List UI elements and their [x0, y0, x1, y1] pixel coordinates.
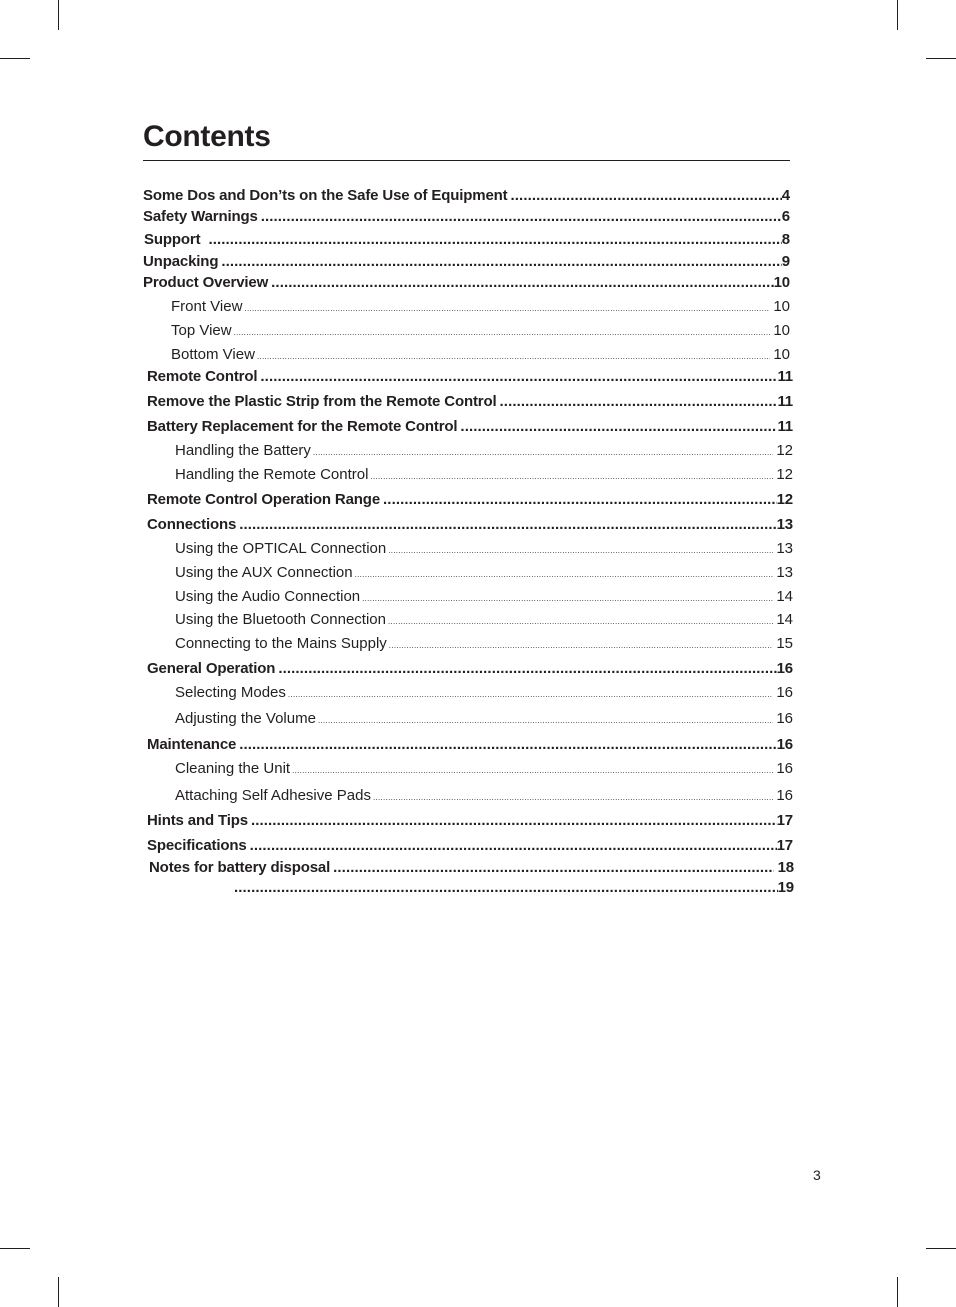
dot-leader [221, 252, 781, 272]
toc-entry-page: 12 [776, 491, 793, 508]
dot-leader [208, 230, 781, 250]
toc-entry-label: Specifications [147, 837, 247, 854]
toc-entry-label: Unpacking [143, 253, 219, 270]
toc-entry-page: 17 [776, 812, 793, 829]
toc-subentry-page: 14 [776, 611, 793, 628]
toc-entry-label: Product Overview [143, 274, 269, 291]
dot-leader [250, 836, 777, 856]
toc-entry [147, 490, 793, 510]
toc-subentry-label: Selecting Modes [175, 684, 286, 701]
toc-entry [147, 367, 793, 387]
toc-subentry-page: 16 [776, 710, 793, 727]
toc-subentry-label: Attaching Self Adhesive Pads [175, 787, 371, 804]
toc-entry-page: 4 [781, 187, 790, 204]
toc-entry-page: 13 [776, 516, 793, 533]
dot-leader [261, 207, 782, 227]
toc-entry [143, 186, 790, 206]
toc-entry-label: Maintenance [147, 736, 237, 753]
dot-leader [355, 563, 774, 585]
dot-leader [260, 367, 777, 387]
toc-entry-label: Safety Warnings [143, 208, 258, 225]
toc-entry-label: Support [144, 231, 201, 248]
toc-entry-page: 6 [781, 208, 790, 225]
toc-subentry-label: Connecting to the Mains Supply [175, 635, 387, 652]
toc-subentry [171, 345, 790, 365]
toc-subentry-page: 13 [776, 564, 793, 581]
dot-leader [389, 634, 774, 656]
toc-entry-label: General Operation [147, 660, 276, 677]
dot-leader [278, 659, 776, 679]
toc-entry-label: Battery Replacement for the Remote Control [147, 418, 458, 435]
toc-entry-page: 19 [777, 879, 794, 896]
toc-entry-page: 16 [776, 736, 793, 753]
toc-subentry-label: Using the OPTICAL Connection [175, 540, 387, 557]
crop-mark-top-left-horizontal [0, 58, 30, 59]
toc-subentry-label: Handling the Battery [175, 442, 311, 459]
dot-leader [271, 273, 773, 293]
toc-subentry-page: 14 [776, 588, 793, 605]
toc-subentry [175, 759, 793, 779]
toc-subentry [175, 709, 793, 729]
toc-entry-page: 9 [781, 253, 790, 270]
toc-subentry-page: 16 [776, 684, 793, 701]
toc-entry [147, 515, 793, 535]
toc-entry-label: Connections [147, 516, 237, 533]
dot-leader [318, 709, 773, 731]
toc-subentry [175, 539, 793, 559]
toc-subentry [175, 610, 793, 630]
page-title: Contents [143, 120, 271, 153]
toc-subentry-page: 12 [776, 466, 793, 483]
dot-leader [251, 811, 777, 831]
toc-subentry-page: 10 [773, 298, 790, 315]
toc-entry [147, 735, 793, 755]
toc-entry-page: 16 [776, 660, 793, 677]
dot-leader [373, 786, 773, 808]
toc-entry [143, 273, 790, 293]
toc-entry [234, 878, 794, 898]
dot-leader [292, 759, 773, 781]
crop-mark-bottom-left-horizontal [0, 1248, 30, 1249]
dot-leader [500, 392, 778, 412]
toc-subentry-page: 10 [773, 346, 790, 363]
crop-mark-top-right-vertical [897, 0, 898, 30]
toc-entry-page: 11 [777, 393, 793, 410]
toc-subentry-page: 15 [776, 635, 793, 652]
toc-entry [147, 392, 793, 412]
toc-entry [147, 836, 793, 856]
dot-leader [383, 490, 777, 510]
toc-subentry [175, 587, 793, 607]
toc-subentry-page: 16 [776, 787, 793, 804]
toc-subentry-page: 10 [773, 322, 790, 339]
dot-leader [460, 417, 777, 437]
crop-mark-bottom-left-vertical [58, 1277, 59, 1307]
toc-entry-page: 10 [773, 274, 790, 291]
toc-subentry-page: 13 [776, 540, 793, 557]
dot-leader [313, 441, 773, 463]
toc-subentry [175, 683, 793, 703]
toc-entry-page: 11 [777, 368, 793, 385]
toc-entry [147, 417, 793, 437]
crop-mark-bottom-right-vertical [897, 1277, 898, 1307]
dot-leader [244, 297, 770, 319]
toc-subentry [175, 441, 793, 461]
toc-entry-label: Notes for battery disposal [149, 859, 331, 876]
crop-mark-bottom-right-horizontal [926, 1248, 956, 1249]
toc-subentry [171, 321, 790, 341]
toc-entry-label: Remove the Plastic Strip from the Remote Control [147, 393, 497, 410]
toc-subentry-label: Cleaning the Unit [175, 760, 291, 777]
crop-mark-top-right-horizontal [926, 58, 956, 59]
toc-entry [149, 858, 794, 878]
toc-subentry-page: 16 [776, 760, 793, 777]
toc-subentry [175, 786, 793, 806]
toc-subentry [175, 465, 793, 485]
toc-subentry-label: Using the AUX Connection [175, 564, 353, 581]
toc-subentry-label: Top View [171, 322, 232, 339]
dot-leader [362, 587, 773, 609]
dot-leader [288, 683, 773, 705]
toc-subentry [171, 297, 790, 317]
toc-entry-page: 17 [776, 837, 793, 854]
dot-leader [388, 610, 773, 632]
toc-entry [143, 207, 790, 227]
toc-subentry-label: Using the Bluetooth Connection [175, 611, 386, 628]
dot-leader [370, 465, 773, 487]
title-underline [143, 160, 790, 161]
dot-leader [388, 539, 773, 561]
toc-entry-label: Some Dos and Don’ts on the Safe Use of Equipment [143, 187, 508, 204]
dot-leader [333, 858, 773, 878]
toc-subentry [175, 634, 793, 654]
toc-entry [144, 230, 790, 250]
toc-entry [147, 659, 793, 679]
toc-subentry [175, 563, 793, 583]
toc-subentry-label: Using the Audio Connection [175, 588, 361, 605]
toc-entry-label: Hints and Tips [147, 812, 248, 829]
dot-leader [257, 345, 770, 367]
toc-subentry-label: Adjusting the Volume [175, 710, 316, 727]
toc-entry [147, 811, 793, 831]
toc-entry-page: 8 [781, 231, 790, 248]
toc-subentry-page: 12 [776, 442, 793, 459]
toc-entry-label: Remote Control [147, 368, 258, 385]
page-number: 3 [813, 1167, 821, 1183]
toc-subentry-label: Bottom View [171, 346, 255, 363]
toc-subentry-label: Front View [171, 298, 243, 315]
dot-leader [239, 515, 776, 535]
toc-entry-page: 11 [777, 418, 793, 435]
toc-subentry-label: Handling the Remote Control [175, 466, 369, 483]
toc-entry-label: Remote Control Operation Range [147, 491, 381, 508]
crop-mark-top-left-vertical [58, 0, 59, 30]
dot-leader [234, 878, 778, 898]
toc-entry [143, 252, 790, 272]
toc-entry-page: 18 [777, 859, 794, 876]
dot-leader [511, 186, 782, 206]
dot-leader [234, 321, 771, 343]
dot-leader [239, 735, 776, 755]
